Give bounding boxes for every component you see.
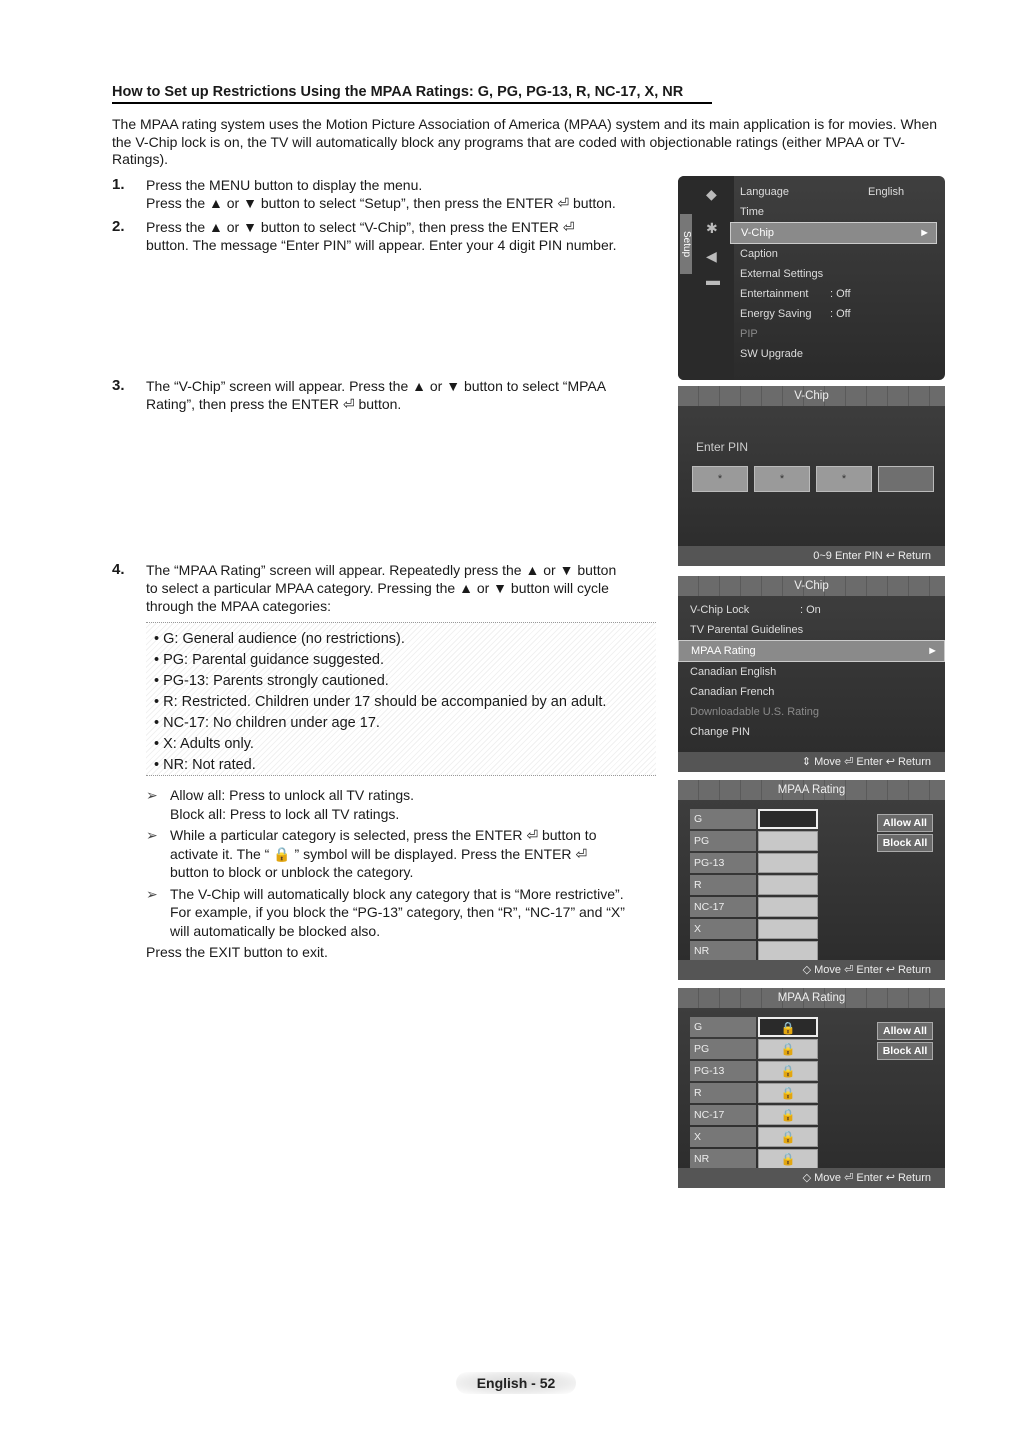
menu-item-label: MPAA Rating — [691, 645, 756, 657]
rating-label: NR — [690, 1149, 756, 1169]
menu-item-label: V-Chip — [741, 227, 775, 239]
note-text: will automatically be blocked also. — [170, 922, 381, 939]
step-text: to select a particular MPAA category. Pressing the ▲ or ▼ button will cycle — [146, 580, 609, 596]
rating-label: PG-13 — [690, 853, 756, 873]
screen-header: MPAA Rating — [678, 780, 945, 800]
menu-item-label: External Settings — [740, 268, 824, 280]
menu-item-canadian-english[interactable] — [678, 662, 945, 682]
mpaa-rating-screen-locked — [678, 988, 945, 1188]
menu-item-label: Change PIN — [690, 726, 750, 738]
setup-menu-list — [730, 182, 937, 364]
page-title: How to Set up Restrictions Using the MPAA Ratings: G, PG, PG-13, R, NC-17, X, NR — [112, 84, 712, 104]
screen-header: V-Chip — [678, 576, 945, 596]
menu-item-caption[interactable] — [730, 244, 937, 264]
note-text: Block all: Press to lock all TV ratings. — [170, 805, 400, 822]
menu-item-sw-upgrade[interactable] — [730, 344, 937, 364]
step-number: 4. — [112, 561, 125, 578]
allow-all-button[interactable]: Allow All — [877, 814, 933, 832]
note-arrow-icon: ➢ — [146, 827, 158, 843]
screen-footer: ◇ Move ⏎ Enter ↩ Return — [678, 960, 945, 980]
rating-lock-cell[interactable] — [758, 897, 818, 917]
step-text: The “MPAA Rating” screen will appear. Repeatedly press the ▲ or ▼ button — [146, 562, 617, 578]
exit-instruction: Press the EXIT button to exit. — [146, 944, 328, 960]
note-text: For example, if you block the “PG-13” category, then “R”, “NC-17” and “X” — [170, 904, 625, 920]
setup-menu-screen — [678, 176, 945, 380]
arrow-right-icon: ► — [919, 227, 930, 239]
menu-item-label: SW Upgrade — [740, 348, 803, 360]
step-text: Press the ▲ or ▼ button to select “V-Chip”, then press the ENTER ⏎ — [146, 219, 575, 235]
mpaa-rating-screen-unlocked — [678, 780, 945, 980]
rating-label: X — [690, 1127, 756, 1147]
menu-item-label: Canadian French — [690, 686, 775, 698]
note — [146, 885, 676, 941]
menu-item-label: PIP — [740, 328, 758, 340]
menu-item-value: : Off — [830, 288, 851, 300]
note-text: activate it. The “ 🔒 ” symbol will be displayed. Press the ENTER ⏎ — [170, 845, 588, 862]
input-icon: ◀ — [706, 248, 717, 264]
pin-entry — [692, 466, 934, 492]
allow-all-button[interactable]: Allow All — [877, 1022, 933, 1040]
rating-label: R — [690, 1083, 756, 1103]
setup-tab: Setup — [680, 214, 692, 274]
pin-digit-box[interactable]: * — [692, 466, 748, 492]
lock-icon[interactable]: 🔒 — [758, 1105, 818, 1125]
lock-icon[interactable]: 🔒 — [758, 1061, 818, 1081]
screen-footer: ◇ Move ⏎ Enter ↩ Return — [678, 1168, 945, 1188]
rating-label: NC-17 — [690, 897, 756, 917]
menu-item-vchip-lock[interactable] — [678, 600, 945, 620]
note-text: While a particular category is selected, press the ENTER ⏎ button to — [170, 827, 597, 843]
menu-item-tv-parental-guidelines[interactable] — [678, 620, 945, 640]
menu-item-label: Caption — [740, 248, 778, 260]
menu-item-time[interactable] — [730, 202, 937, 222]
enter-pin-screen — [678, 386, 945, 566]
step-number: 1. — [112, 176, 125, 193]
rating-lock-cell[interactable] — [758, 831, 818, 851]
menu-item-downloadable-us-rating[interactable] — [678, 702, 945, 722]
intro-paragraph: The MPAA rating system uses the Motion Picture Association of America (MPAA) system and its main application is for movies. When the V-Chip lock is on, the TV will automatically block any programs that are coded with objectionable ratings (either MPAA or TV-Ratings). — [112, 116, 938, 167]
screen-header: MPAA Rating — [678, 988, 945, 1008]
lock-icon[interactable]: 🔒 — [758, 1017, 818, 1037]
rating-label: NC-17 — [690, 1105, 756, 1125]
menu-item-canadian-french[interactable] — [678, 682, 945, 702]
mpaa-category-list — [146, 622, 656, 776]
rating-label: PG-13 — [690, 1061, 756, 1081]
menu-item-entertainment[interactable] — [730, 284, 937, 304]
note — [146, 786, 676, 823]
lock-icon[interactable]: 🔒 — [758, 1083, 818, 1103]
picture-icon: ◆ — [706, 186, 717, 202]
note-text: The V-Chip will automatically block any category that is “More restrictive”. — [170, 885, 624, 902]
rating-lock-cell[interactable] — [758, 875, 818, 895]
menu-item-label: Downloadable U.S. Rating — [690, 706, 820, 718]
lock-icon[interactable]: 🔒 — [758, 1127, 818, 1147]
rating-label: PG — [690, 831, 756, 851]
menu-item-label: Language — [740, 186, 789, 198]
menu-item-value: English — [868, 186, 905, 198]
category-item: • PG-13: Parents strongly cautioned. — [154, 673, 389, 689]
rating-label: X — [690, 919, 756, 939]
rating-label: R — [690, 875, 756, 895]
category-item: • G: General audience (no restrictions). — [154, 631, 405, 647]
step-text: Press the MENU button to display the menu. — [146, 177, 423, 193]
step-text: button. The message “Enter PIN” will appear. Enter your 4 digit PIN number. — [146, 237, 617, 253]
screen-footer: 0~9 Enter PIN ↩ Return — [678, 546, 945, 566]
rating-label: G — [690, 1017, 756, 1037]
screen-footer: ⇕ Move ⏎ Enter ↩ Return — [678, 752, 945, 772]
step-number: 3. — [112, 377, 125, 394]
step-text: Rating”, then press the ENTER ⏎ button. — [146, 396, 402, 412]
pin-digit-box[interactable]: * — [816, 466, 872, 492]
menu-item-mpaa-rating[interactable] — [678, 640, 945, 662]
vchip-menu-list — [678, 596, 945, 742]
rating-lock-cell[interactable] — [758, 941, 818, 961]
menu-item-label: Canadian English — [690, 666, 777, 678]
arrow-right-icon: ► — [927, 645, 938, 657]
category-item: • X: Adults only. — [154, 736, 254, 752]
rating-label: PG — [690, 1039, 756, 1059]
menu-item-label: V-Chip Lock — [690, 604, 750, 616]
menu-item-value: : Off — [830, 308, 851, 320]
step-text: Press the ▲ or ▼ button to select “Setup”, then press the ENTER ⏎ button. — [146, 195, 616, 211]
category-item: • R: Restricted. Children under 17 should be accompanied by an adult. — [154, 694, 607, 710]
menu-item-label: Time — [740, 206, 765, 218]
rating-label: NR — [690, 941, 756, 961]
rating-lock-cell[interactable] — [758, 809, 818, 829]
note-arrow-icon: ➢ — [146, 787, 158, 803]
lock-icon[interactable]: 🔒 — [758, 1039, 818, 1059]
rating-lock-cell[interactable] — [758, 919, 818, 939]
step-text: through the MPAA categories: — [146, 598, 331, 614]
rating-label: G — [690, 809, 756, 829]
menu-item-energy-saving[interactable] — [730, 304, 937, 324]
step-text: The “V-Chip” screen will appear. Press the ▲ or ▼ button to select “MPAA — [146, 378, 607, 394]
menu-item-label: TV Parental Guidelines — [690, 624, 804, 636]
note-text: button to block or unblock the category. — [170, 864, 414, 880]
lock-icon[interactable]: 🔒 — [758, 1149, 818, 1169]
note — [146, 826, 676, 882]
pin-digit-box[interactable]: * — [754, 466, 810, 492]
menu-item-language[interactable] — [730, 182, 937, 202]
menu-item-pip[interactable] — [730, 324, 937, 344]
block-all-button[interactable]: Block All — [877, 1042, 933, 1060]
pin-digit-box[interactable] — [878, 466, 934, 492]
setup-gear-icon: ✱ — [706, 220, 718, 236]
note-text: Allow all: Press to unlock all TV ratings. — [170, 787, 415, 803]
pin-label: Enter PIN — [696, 440, 749, 454]
rating-lock-cell[interactable] — [758, 853, 818, 873]
block-all-button[interactable]: Block All — [877, 834, 933, 852]
setup-sidebar — [678, 176, 734, 380]
menu-item-change-pin[interactable] — [678, 722, 945, 742]
menu-item-label: Entertainment — [740, 288, 809, 300]
note-arrow-icon: ➢ — [146, 885, 158, 902]
notes — [146, 786, 676, 962]
menu-item-vchip[interactable] — [730, 222, 937, 244]
category-item: • PG: Parental guidance suggested. — [154, 652, 384, 668]
menu-item-external-settings[interactable] — [730, 264, 937, 284]
vchip-screen — [678, 576, 945, 772]
menu-item-value: : On — [800, 604, 821, 616]
step-number: 2. — [112, 218, 125, 235]
page-number: English - 52 — [456, 1372, 576, 1394]
application-icon: ▬ — [706, 272, 720, 288]
screen-header: V-Chip — [678, 386, 945, 406]
category-item: • NR: Not rated. — [154, 757, 256, 773]
menu-item-label: Energy Saving — [740, 308, 812, 320]
category-item: • NC-17: No children under age 17. — [154, 715, 380, 731]
